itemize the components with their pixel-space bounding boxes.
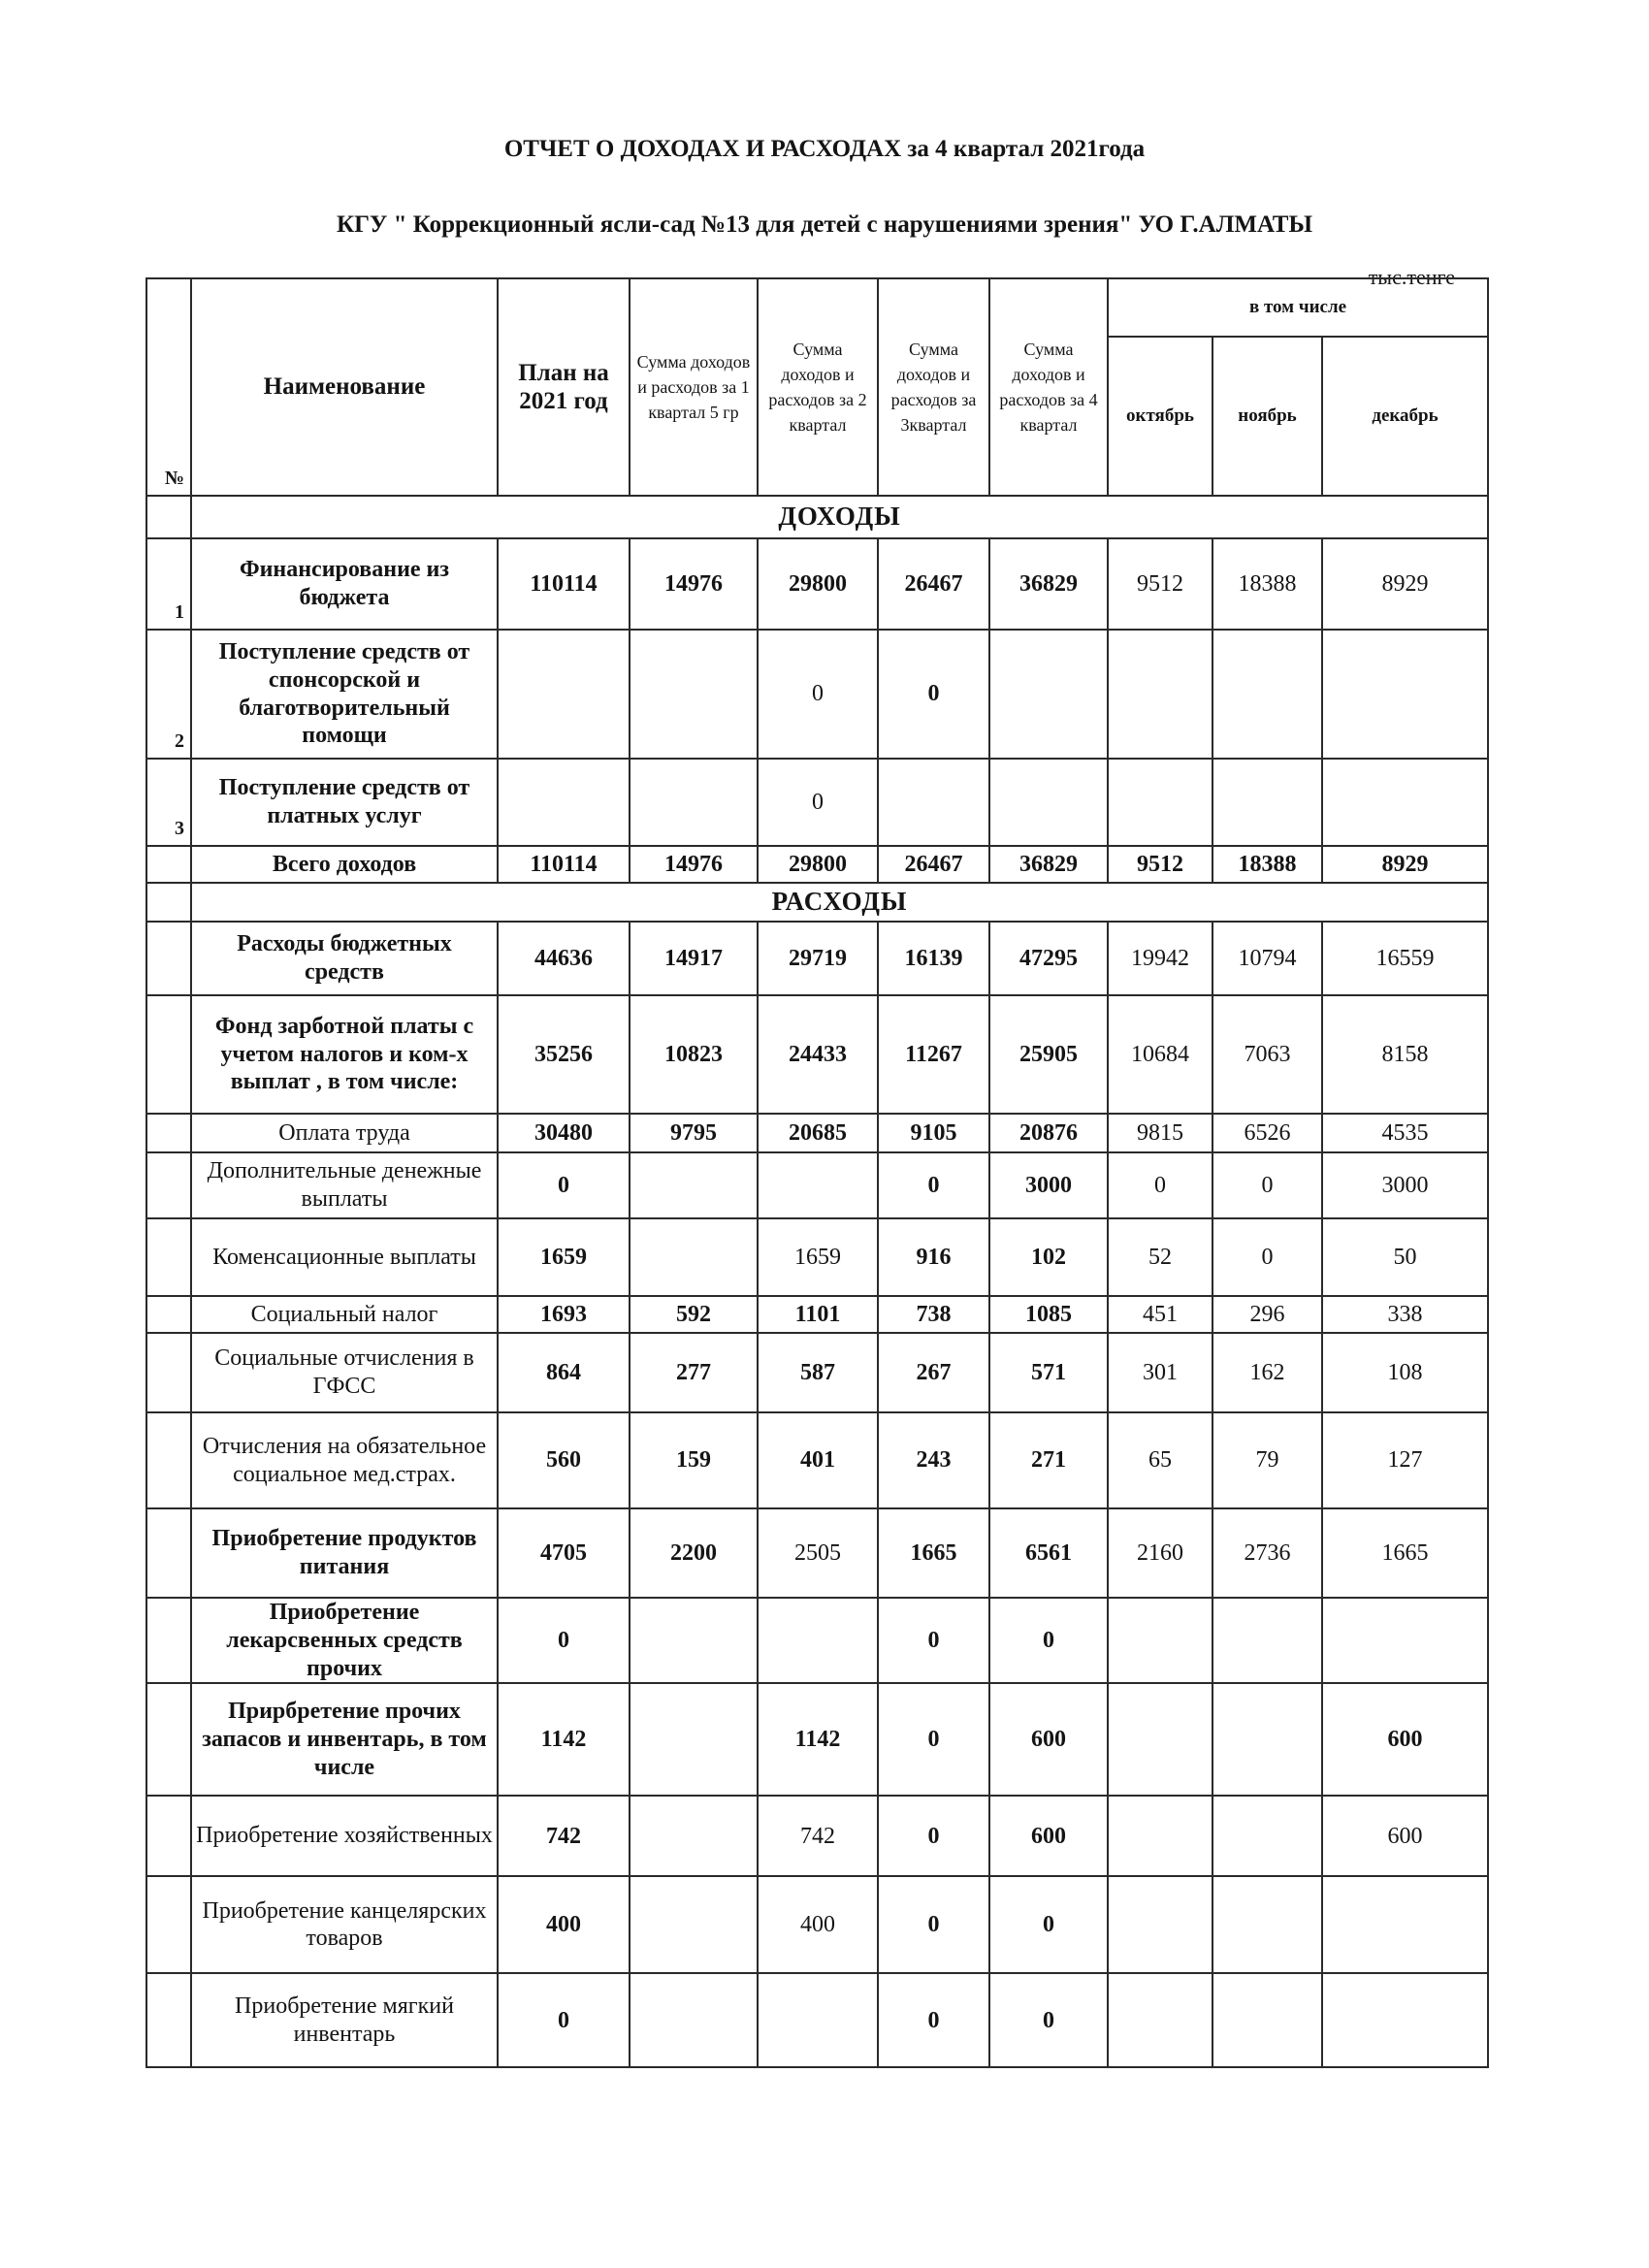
cell-oct [1108,1683,1212,1796]
cell-dec: 600 [1322,1683,1488,1796]
section-row [146,883,1488,922]
cell-q1: 2200 [630,1508,758,1598]
table-row [146,1973,1488,2067]
cell-q4 [989,759,1108,846]
cell-dec: 1665 [1322,1508,1488,1598]
header-october: октябрь [1108,337,1212,496]
cell-nov: 18388 [1212,846,1322,883]
header-num: № [146,278,191,496]
cell-nov [1212,1796,1322,1876]
table-row [146,1152,1488,1218]
cell-q4: 36829 [989,846,1108,883]
cell-q3: 0 [878,630,989,759]
row-number [146,1796,191,1876]
cell-q4: 0 [989,1598,1108,1683]
cell-dec [1322,1876,1488,1973]
cell-q1 [630,1876,758,1973]
cell-dec [1322,1598,1488,1683]
cell-q3: 1665 [878,1508,989,1598]
cell-plan: 1659 [498,1218,630,1296]
cell-q2: 1659 [758,1218,878,1296]
cell-q3: 0 [878,1598,989,1683]
cell-dec: 4535 [1322,1114,1488,1152]
cell-plan: 0 [498,1973,630,2067]
cell-plan: 110114 [498,538,630,630]
cell-dec [1322,1973,1488,2067]
cell-oct: 52 [1108,1218,1212,1296]
cell-plan: 560 [498,1412,630,1508]
cell-q2: 20685 [758,1114,878,1152]
cell-oct [1108,759,1212,846]
table-row [146,1412,1488,1508]
table-header [146,278,1488,496]
cell-dec: 338 [1322,1296,1488,1333]
row-name: Отчисления на обязательное социальное мед.страх. [191,1412,498,1508]
cell-q2: 24433 [758,995,878,1114]
row-name: Дополнительные денежные выплаты [191,1152,498,1218]
cell-q1 [630,1218,758,1296]
row-name: Всего доходов [191,846,498,883]
cell-dec: 8929 [1322,846,1488,883]
cell-q3: 0 [878,1683,989,1796]
cell-q1: 277 [630,1333,758,1412]
cell-oct: 9512 [1108,538,1212,630]
table-row [146,538,1488,630]
cell-nov: 162 [1212,1333,1322,1412]
cell-nov [1212,759,1322,846]
cell-plan: 0 [498,1152,630,1218]
header-q3: Сумма доходов и расходов за 3квартал [878,278,989,496]
cell-plan: 35256 [498,995,630,1114]
header-including: в том числе [1108,278,1488,337]
table-row [146,1114,1488,1152]
cell-q3: 11267 [878,995,989,1114]
cell-plan: 742 [498,1796,630,1876]
row-name: Приобретение лекарсвенных средств прочих [191,1598,498,1683]
row-number [146,1412,191,1508]
cell-q1: 14917 [630,922,758,995]
cell-q2: 400 [758,1876,878,1973]
cell-dec: 108 [1322,1333,1488,1412]
row-name: Приобретение канцелярских товаров [191,1876,498,1973]
row-name: Прирбретение прочих запасов и инвентарь, в том числе [191,1683,498,1796]
cell-q1 [630,630,758,759]
table-row [146,759,1488,846]
cell-q2: 29800 [758,538,878,630]
row-number [146,1152,191,1218]
row-number [146,1598,191,1683]
cell-q3: 738 [878,1296,989,1333]
row-number: 1 [146,538,191,630]
row-number [146,1333,191,1412]
cell-nov [1212,1876,1322,1973]
cell-dec [1322,630,1488,759]
row-number [146,1683,191,1796]
cell-nov: 2736 [1212,1508,1322,1598]
cell-q1 [630,1598,758,1683]
cell-q3: 26467 [878,846,989,883]
cell-nov: 0 [1212,1152,1322,1218]
table-body [146,496,1488,2067]
cell-oct: 0 [1108,1152,1212,1218]
header-q2: Сумма доходов и расходов за 2 квартал [758,278,878,496]
header-december: декабрь [1322,337,1488,496]
header-q1: Сумма доходов и расходов за 1 квартал 5 гр [630,278,758,496]
cell-q3 [878,759,989,846]
row-name: Приобретение мягкий инвентарь [191,1973,498,2067]
row-number [146,995,191,1114]
cell-plan: 110114 [498,846,630,883]
cell-nov: 10794 [1212,922,1322,995]
cell-oct [1108,1598,1212,1683]
cell-q4: 0 [989,1973,1108,2067]
cell-nov [1212,1973,1322,2067]
cell-q1 [630,1796,758,1876]
cell-q1: 592 [630,1296,758,1333]
table-row [146,995,1488,1114]
row-number [146,1876,191,1973]
cell-oct [1108,1796,1212,1876]
row-number [146,1218,191,1296]
cell-q1: 14976 [630,846,758,883]
cell-q2: 401 [758,1412,878,1508]
header-november: ноябрь [1212,337,1322,496]
cell-q1: 14976 [630,538,758,630]
row-name: Приобретение продуктов питания [191,1508,498,1598]
cell-nov [1212,1598,1322,1683]
cell-dec: 8929 [1322,538,1488,630]
cell-oct: 10684 [1108,995,1212,1114]
cell-q4: 102 [989,1218,1108,1296]
organization-name: КГУ " Коррекционный ясли-сад №13 для детей с нарушениями зрения" УО Г.АЛМАТЫ [336,211,1313,238]
row-name: Поступление средств от спонсорской и благотворительный помощи [191,630,498,759]
row-number [146,1973,191,2067]
cell-q4: 25905 [989,995,1108,1114]
cell-q4: 600 [989,1683,1108,1796]
row-number [146,1296,191,1333]
cell-q1 [630,759,758,846]
cell-q2: 0 [758,759,878,846]
cell-q2: 29800 [758,846,878,883]
cell-q4: 47295 [989,922,1108,995]
cell-q4: 1085 [989,1296,1108,1333]
cell-q1: 159 [630,1412,758,1508]
cell-oct [1108,1876,1212,1973]
cell-plan [498,759,630,846]
cell-q3: 267 [878,1333,989,1412]
table-row [146,1683,1488,1796]
cell-oct: 19942 [1108,922,1212,995]
cell-nov: 6526 [1212,1114,1322,1152]
cell-dec: 127 [1322,1412,1488,1508]
table-row [146,1796,1488,1876]
cell-q1 [630,1973,758,2067]
row-name: Фонд зарботной платы с учетом налогов и ком-х выплат , в том числе: [191,995,498,1114]
cell-oct [1108,630,1212,759]
cell-plan: 44636 [498,922,630,995]
cell-oct: 301 [1108,1333,1212,1412]
cell-dec: 600 [1322,1796,1488,1876]
cell-q2: 742 [758,1796,878,1876]
cell-nov: 18388 [1212,538,1322,630]
table-row [146,922,1488,995]
cell-plan [498,630,630,759]
cell-nov [1212,1683,1322,1796]
cell-dec [1322,759,1488,846]
row-number [146,922,191,995]
cell-q3: 0 [878,1152,989,1218]
table-row [146,1296,1488,1333]
table-row [146,630,1488,759]
cell-plan: 1142 [498,1683,630,1796]
section-num-cell [146,883,191,922]
cell-q2 [758,1598,878,1683]
cell-q1 [630,1152,758,1218]
row-name: Приобретение хозяйственных [191,1796,498,1876]
report-table [146,277,1489,2068]
cell-q4: 0 [989,1876,1108,1973]
row-name: Поступление средств от платных услуг [191,759,498,846]
cell-q3: 0 [878,1973,989,2067]
cell-oct: 9512 [1108,846,1212,883]
table-row [146,1508,1488,1598]
cell-q1: 9795 [630,1114,758,1152]
cell-q1 [630,1683,758,1796]
header-name: Наименование [191,278,498,496]
cell-nov: 7063 [1212,995,1322,1114]
row-name: Расходы бюджетных средств [191,922,498,995]
report-title: ОТЧЕТ О ДОХОДАХ И РАСХОДАХ за 4 квартал 2021года [503,136,1146,162]
cell-dec: 8158 [1322,995,1488,1114]
row-number [146,1508,191,1598]
cell-dec: 50 [1322,1218,1488,1296]
cell-q1: 10823 [630,995,758,1114]
cell-plan: 1693 [498,1296,630,1333]
row-name: Социальные отчисления в ГФСС [191,1333,498,1412]
cell-q3: 9105 [878,1114,989,1152]
header-plan: План на 2021 год [498,278,630,496]
cell-nov: 0 [1212,1218,1322,1296]
cell-q2: 29719 [758,922,878,995]
row-name: Финансирование из бюджета [191,538,498,630]
cell-q2: 1142 [758,1683,878,1796]
cell-nov: 296 [1212,1296,1322,1333]
cell-dec: 3000 [1322,1152,1488,1218]
cell-nov [1212,630,1322,759]
section-num-cell [146,496,191,538]
cell-q3: 16139 [878,922,989,995]
cell-q2 [758,1973,878,2067]
cell-oct: 9815 [1108,1114,1212,1152]
header-q4: Сумма доходов и расходов за 4 квартал [989,278,1108,496]
cell-plan: 30480 [498,1114,630,1152]
cell-q4: 571 [989,1333,1108,1412]
cell-q4: 271 [989,1412,1108,1508]
cell-dec: 16559 [1322,922,1488,995]
cell-q2: 2505 [758,1508,878,1598]
cell-q2 [758,1152,878,1218]
table-row [146,1598,1488,1683]
cell-q2: 587 [758,1333,878,1412]
cell-oct: 451 [1108,1296,1212,1333]
cell-q3: 0 [878,1876,989,1973]
row-number [146,846,191,883]
section-title: РАСХОДЫ [191,883,1488,922]
row-name: Коменсационные выплаты [191,1218,498,1296]
row-number: 2 [146,630,191,759]
cell-q4: 6561 [989,1508,1108,1598]
cell-q3: 243 [878,1412,989,1508]
cell-q2: 1101 [758,1296,878,1333]
cell-q4: 3000 [989,1152,1108,1218]
cell-plan: 4705 [498,1508,630,1598]
cell-q4 [989,630,1108,759]
cell-q3: 0 [878,1796,989,1876]
cell-q4: 36829 [989,538,1108,630]
cell-q2: 0 [758,630,878,759]
table-row [146,1218,1488,1296]
cell-plan: 400 [498,1876,630,1973]
row-name: Оплата труда [191,1114,498,1152]
cell-q4: 20876 [989,1114,1108,1152]
cell-plan: 0 [498,1598,630,1683]
cell-nov: 79 [1212,1412,1322,1508]
table-row [146,1333,1488,1412]
units-label: тыс.тенге [1368,265,1455,289]
cell-q3: 26467 [878,538,989,630]
cell-plan: 864 [498,1333,630,1412]
cell-oct [1108,1973,1212,2067]
row-number [146,1114,191,1152]
row-name: Социальный налог [191,1296,498,1333]
table-row [146,846,1488,883]
cell-q3: 916 [878,1218,989,1296]
section-title: ДОХОДЫ [191,496,1488,538]
section-row [146,496,1488,538]
table-row [146,1876,1488,1973]
cell-oct: 2160 [1108,1508,1212,1598]
cell-q4: 600 [989,1796,1108,1876]
row-number: 3 [146,759,191,846]
cell-oct: 65 [1108,1412,1212,1508]
